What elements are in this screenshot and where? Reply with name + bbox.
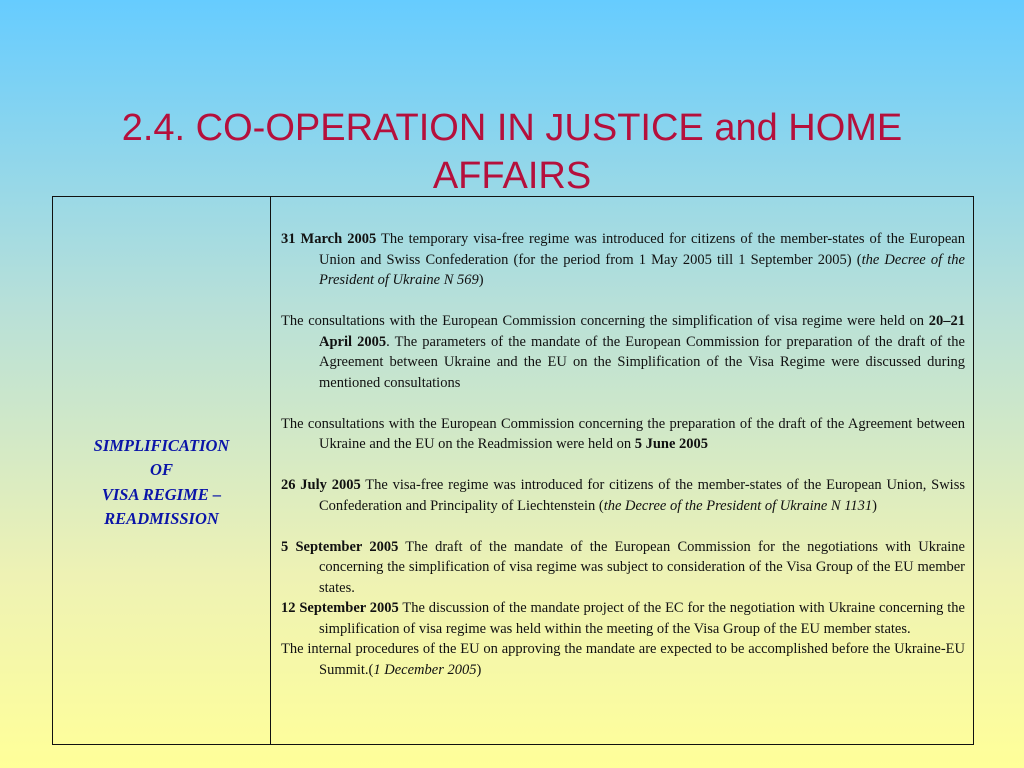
event-date: 31 March 2005 [281, 231, 377, 247]
event-entry [281, 229, 965, 291]
topic-label [94, 434, 230, 532]
events-cell [271, 197, 973, 744]
event-close: ) [872, 497, 877, 514]
topic-line: VISA REGIME – [101, 484, 222, 504]
event-date: 5 September 2005 [281, 538, 399, 555]
event-close: ) [476, 661, 482, 678]
event-date: 26 July 2005 [281, 477, 361, 493]
event-text: The consultations with the European Commission concerning the preparation of the draft of the Agreement between Ukraine and the EU on the Readmission were held on [281, 415, 965, 452]
topic-cell [53, 197, 271, 744]
event-source: the Decree of the President of Ukraine N 1131 [603, 497, 873, 514]
event-date: 12 September 2005 [281, 600, 399, 616]
event-entry [281, 639, 965, 680]
event-entry [281, 311, 965, 393]
content-table [52, 196, 974, 745]
event-source: 1 December 2005 [373, 661, 477, 678]
event-text: The discussion of the mandate project of the EC for the negotiation with Ukraine concerning the simplification of visa regime was held within the meeting of the Visa Group of the EU member states. [319, 600, 965, 637]
event-text: The temporary visa-free regime was introduced for citizens of the member-states of the European Union and Swiss Confederation (for the period from 1 May 2005 till 1 September 2005) ( [319, 231, 965, 268]
event-text: The internal procedures of the EU on approving the mandate are expected to be accomplished before the Ukraine-EU Summit.( [281, 641, 965, 678]
event-source: the Decree of the President of Ukraine N 569 [319, 251, 965, 288]
event-text: The draft of the mandate of the European Commission for the negotiations with Ukraine concerning the simplification of visa regime was subject to consideration of the Visa Group of the EU member states. [319, 538, 965, 596]
slide-title: 2.4. CO-OPERATION IN JUSTICE and HOME AFFAIRS [121, 107, 903, 197]
topic-line: READMISSION [104, 509, 219, 528]
topic-line: OF [150, 460, 173, 479]
event-entry [281, 414, 965, 455]
event-text: The visa-free regime was introduced for citizens of the member-states of the European Union, Swiss Confederation and Principality of Liechtenstein ( [319, 477, 965, 514]
event-text: . The parameters of the mandate of the European Commission for preparation of the draft of the Agreement between Ukraine and the EU on the Simplification of the Visa Regime were discussed during mentioned consultations [319, 333, 965, 391]
event-entry [281, 475, 965, 516]
event-close: ) [478, 272, 484, 288]
event-entry [281, 598, 965, 639]
topic-line: SIMPLIFICATION [93, 435, 230, 455]
event-date: 5 June 2005 [634, 436, 709, 452]
event-entry [281, 537, 965, 599]
event-date: 20–21 April 2005 [319, 313, 965, 350]
event-text: The consultations with the European Commission concerning the simplification of visa regime were held on [281, 313, 929, 329]
